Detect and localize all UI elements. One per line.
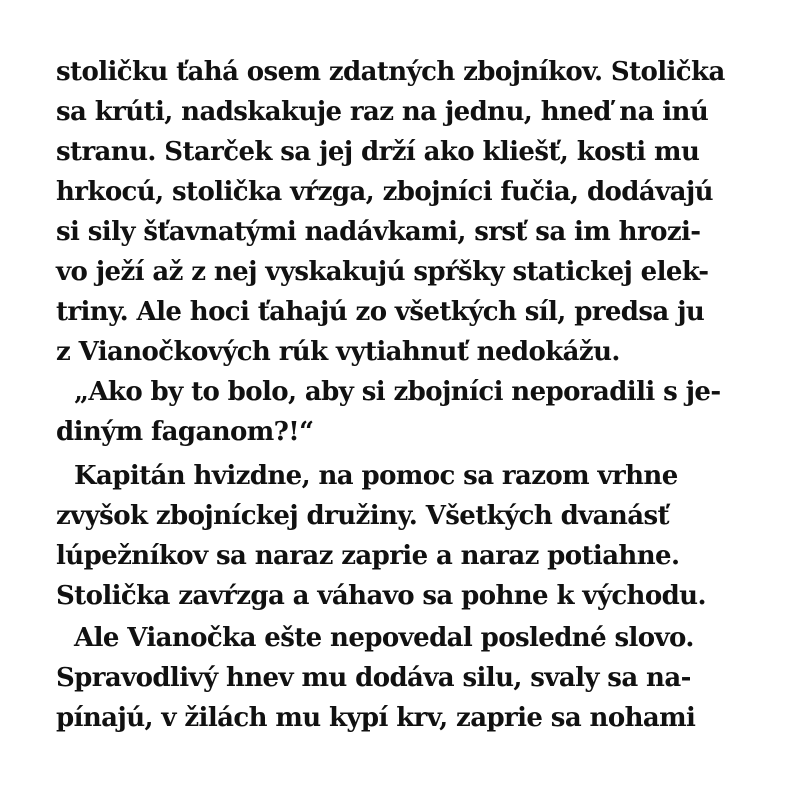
text-line: stranu. Starček sa jej drží ako kliešť, kosti mu — [56, 137, 700, 167]
text-line: Stolička zavŕzga a váhavo sa pohne k východu. — [56, 581, 706, 611]
text-line: diným faganom?!“ — [56, 417, 314, 447]
text-line: z Vianočkových rúk vytiahnuť nedokážu. — [56, 337, 620, 367]
text-line: zvyšok zbojníckej družiny. Všetkých dvanásť — [56, 501, 669, 531]
paragraph-first-line: „Ako by to bolo, aby si zbojníci neporadili s je- — [74, 377, 721, 407]
paragraph-first-line: Kapitán hvizdne, na pomoc sa razom vrhne — [74, 461, 678, 491]
text-line: si sily šťavnatými nadávkami, srsť sa im hrozi- — [56, 217, 701, 247]
text-line: vo ježí až z nej vyskakujú spŕšky statickej elek- — [56, 257, 709, 287]
text-line: pínajú, v žilách mu kypí krv, zaprie sa nohami — [56, 703, 696, 733]
text-line: triny. Ale hoci ťahajú zo všetkých síl, predsa ju — [56, 297, 705, 327]
text-line: lúpežníkov sa naraz zaprie a naraz potiahne. — [56, 541, 680, 571]
text-line: stoličku ťahá osem zdatných zbojníkov. Stolička — [56, 57, 725, 87]
text-line: Spravodlivý hnev mu dodáva silu, svaly sa na- — [56, 663, 691, 693]
text-line: sa krúti, nadskakuje raz na jednu, hneď na inú — [56, 97, 709, 127]
paragraph-first-line: Ale Vianočka ešte nepovedal posledné slovo. — [74, 623, 694, 653]
text-line: hrkocú, stolička vŕzga, zbojníci fučia, dodávajú — [56, 177, 713, 207]
